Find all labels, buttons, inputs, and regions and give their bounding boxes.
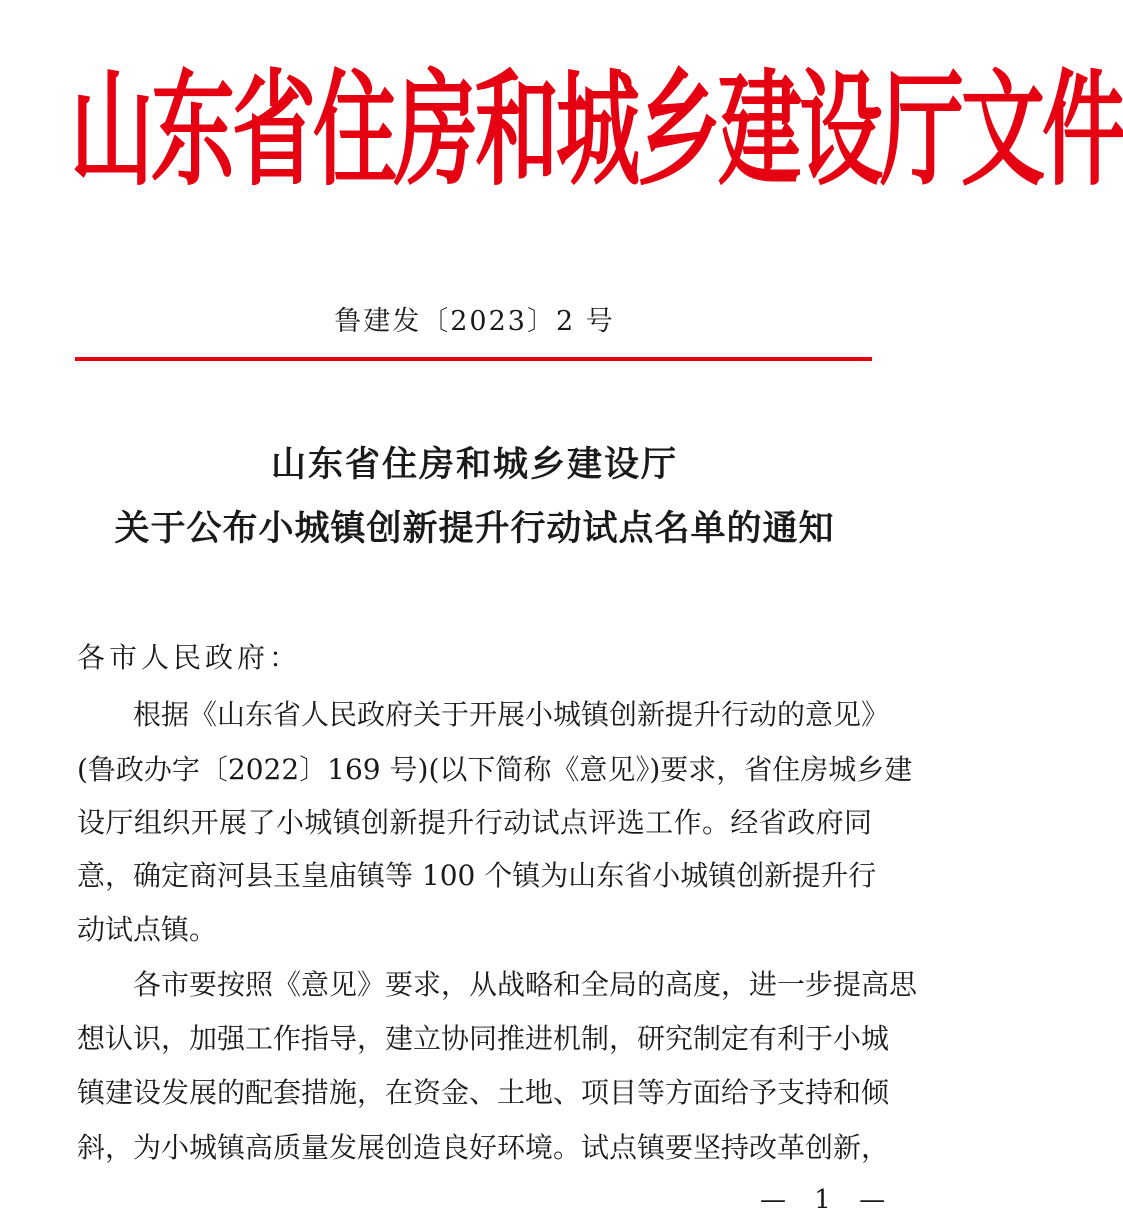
body-line-8: 镇建设发展的配套措施，在资金、土地、项目等方面给予支持和倾 bbox=[77, 1076, 890, 1109]
body-line-1: 根据《山东省人民政府关于开展小城镇创新提升行动的意见》 bbox=[133, 698, 890, 731]
page-number: — 1 — bbox=[760, 1185, 896, 1215]
body-line-4: 意，确定商河县玉皇庙镇等 100 个镇为山东省小城镇创新提升行 bbox=[77, 859, 877, 892]
body-line-3: 设厅组织开展了小城镇创新提升行动试点评选工作。经省政府同 bbox=[77, 806, 872, 839]
red-divider-line bbox=[75, 357, 872, 361]
notice-title-line-1: 山东省住房和城乡建设厅 bbox=[270, 444, 678, 485]
body-line-6: 各市要按照《意见》要求，从战略和全局的高度，进一步提高思 bbox=[133, 968, 918, 1001]
body-line-5: 动试点镇。 bbox=[77, 913, 218, 946]
document-number: 鲁建发〔2023〕2 号 bbox=[334, 306, 615, 337]
body-line-7: 想认识，加强工作指导，建立协同推进机制，研究制定有利于小城 bbox=[77, 1022, 890, 1055]
agency-header-title: 山东省住房和城乡建设厅文件 bbox=[70, 56, 1123, 203]
body-line-9: 斜，为小城镇高质量发展创造良好环境。试点镇要坚持改革创新， bbox=[77, 1131, 890, 1164]
notice-title-line-2: 关于公布小城镇创新提升行动试点名单的通知 bbox=[114, 508, 835, 549]
body-line-2: (鲁政办字〔2022〕169 号)(以下简称《意见》)要求，省住房城乡建 bbox=[77, 753, 913, 786]
salutation: 各市人民政府： bbox=[77, 641, 302, 674]
